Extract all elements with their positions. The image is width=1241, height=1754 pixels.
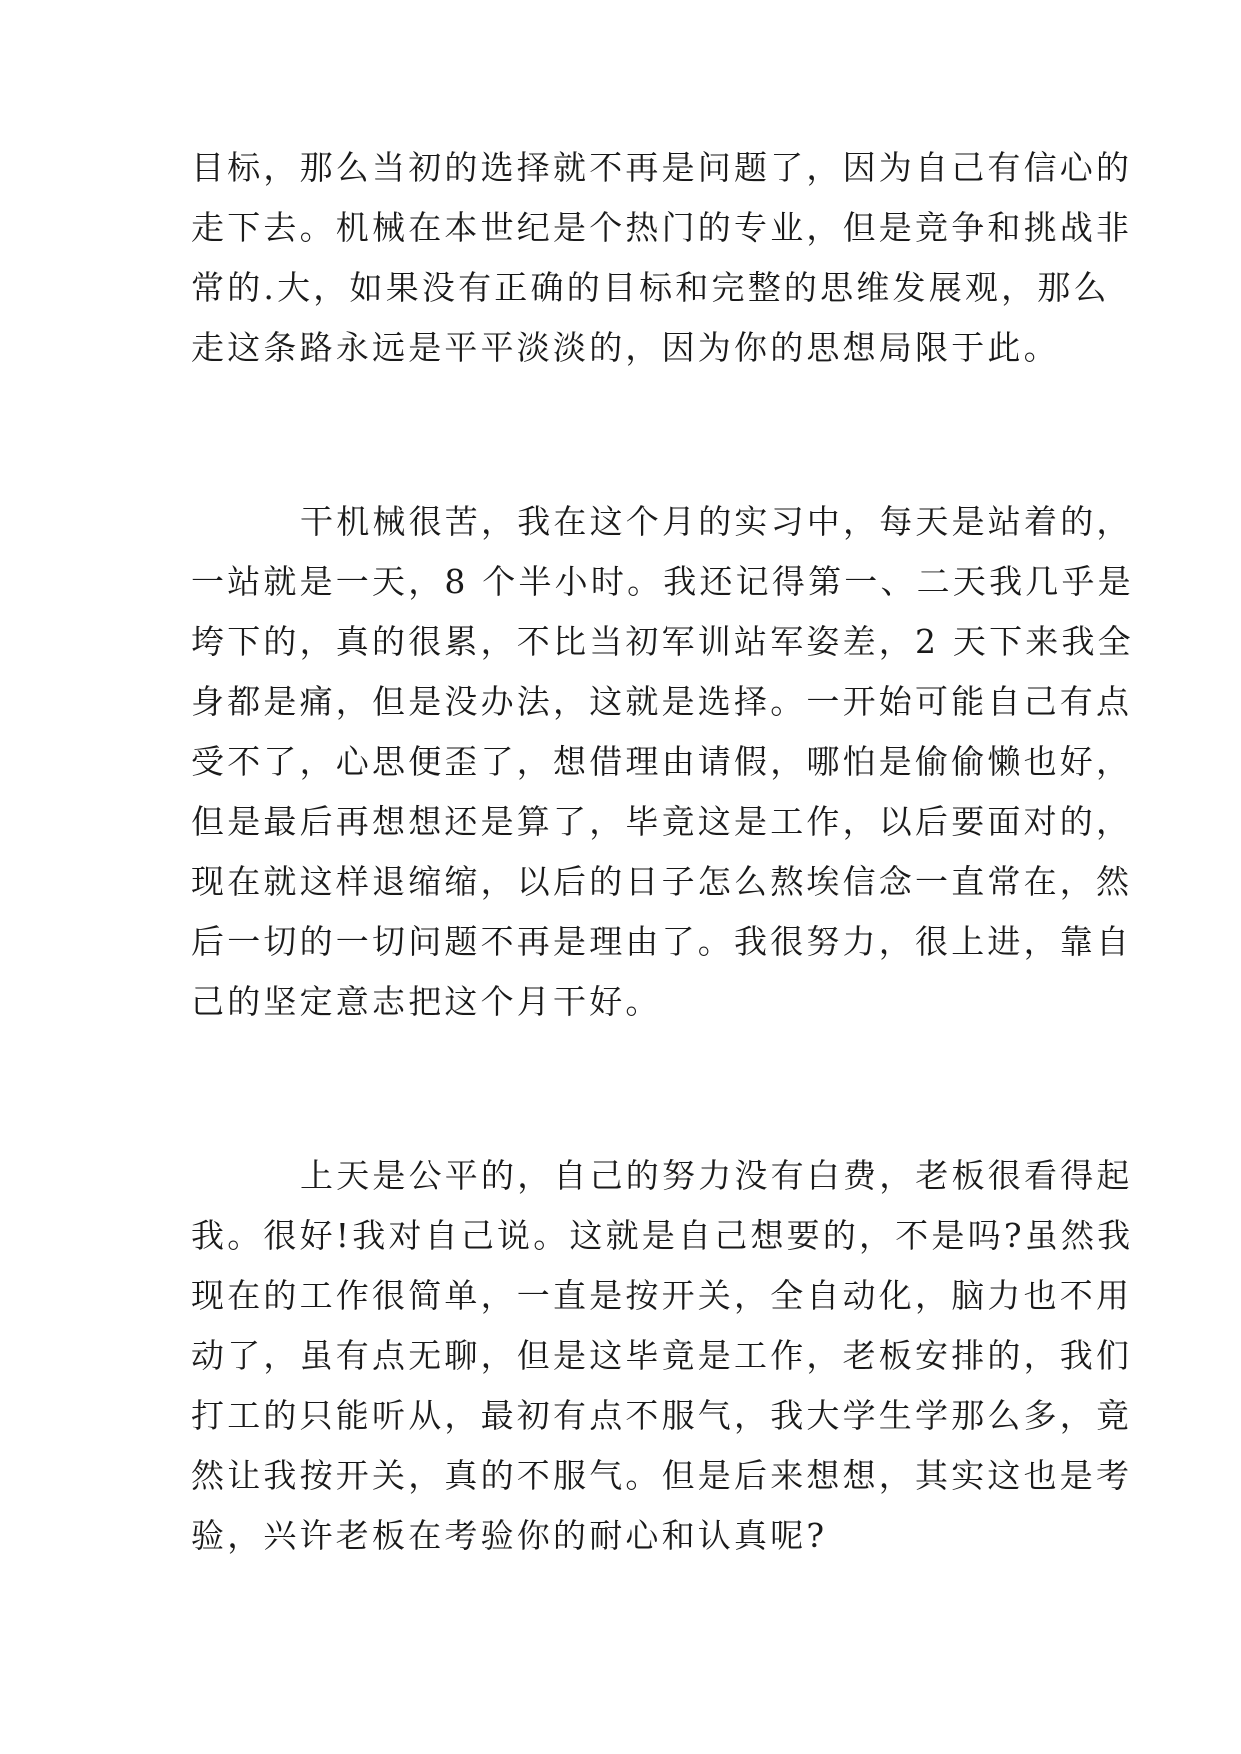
- text-line: 一站就是一天，8 个半小时。我还记得第一、二天我几乎是: [191, 562, 1134, 601]
- text-line: 走这条路永远是平平淡淡的，因为你的思想局限于此。: [191, 328, 1060, 367]
- text-line: 打工的只能听从，最初有点不服气，我大学生学那么多，竟: [191, 1396, 1133, 1435]
- text-line: 上天是公平的，自己的努力没有白费，老板很看得起: [300, 1156, 1133, 1195]
- text-line: 验，兴许老板在考验你的耐心和认真呢?: [191, 1516, 828, 1555]
- text-line: 目标，那么当初的选择就不再是问题了，因为自己有信心的: [191, 148, 1133, 187]
- text-line: 但是最后再想想还是算了，毕竟这是工作，以后要面对的，: [191, 802, 1133, 841]
- text-line: 身都是痛，但是没办法，这就是选择。一开始可能自己有点: [191, 682, 1133, 721]
- text-line: 干机械很苦，我在这个月的实习中，每天是站着的，: [300, 502, 1133, 541]
- text-line: 己的坚定意志把这个月干好。: [191, 982, 662, 1021]
- text-line: 受不了，心思便歪了，想借理由请假，哪怕是偷偷懒也好，: [191, 742, 1133, 781]
- text-line: 现在的工作很简单，一直是按开关，全自动化，脑力也不用: [191, 1276, 1133, 1315]
- text-line: 走下去。机械在本世纪是个热门的专业，但是竞争和挑战非: [191, 208, 1133, 247]
- text-line: 垮下的，真的很累，不比当初军训站军姿差，2 天下来我全: [191, 622, 1134, 661]
- text-line: 后一切的一切问题不再是理由了。我很努力，很上进，靠自: [191, 922, 1133, 961]
- text-line: 常的.大，如果没有正确的目标和完整的思维发展观，那么: [191, 268, 1110, 307]
- text-line: 我。很好!我对自己说。这就是自己想要的，不是吗?虽然我: [191, 1216, 1134, 1255]
- text-line: 现在就这样退缩缩，以后的日子怎么熬埃信念一直常在，然: [191, 862, 1133, 901]
- text-line: 然让我按开关，真的不服气。但是后来想想，其实这也是考: [191, 1456, 1133, 1495]
- text-line: 动了，虽有点无聊，但是这毕竟是工作，老板安排的，我们: [191, 1336, 1133, 1375]
